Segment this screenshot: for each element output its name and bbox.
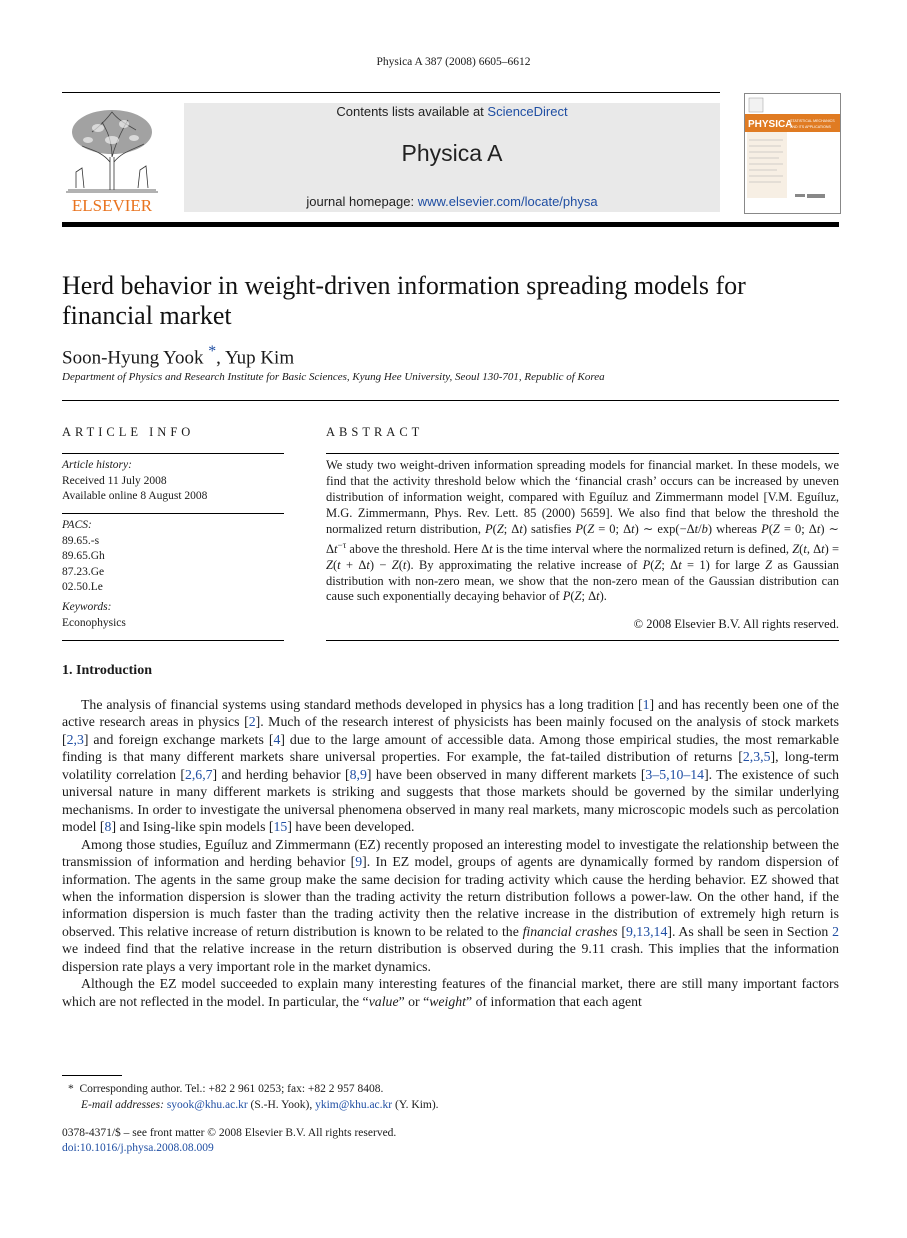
abstract-rule: [326, 453, 839, 454]
history-label: Article history:: [62, 459, 132, 471]
pacs-block: [62, 518, 105, 596]
email-1-owner: (S.-H. Yook),: [247, 1099, 316, 1111]
email-2-owner: (Y. Kim).: [392, 1099, 439, 1111]
intro-paragraph-3: Although the EZ model succeeded to explain many interesting features of the financial market, there are still many important factors which are not reflected in the model. In particular, the “value” or “weight” of information that each agent: [62, 976, 839, 1009]
footnote-star: *: [68, 1083, 74, 1095]
article-info-rule: [62, 640, 284, 641]
header-top-rule: [62, 92, 720, 93]
elsevier-tree-icon: [62, 102, 162, 214]
doi-line: [62, 1140, 214, 1156]
journal-cover-thumbnail[interactable]: [744, 93, 841, 214]
affiliation: Department of Physics and Research Institute for Basic Sciences, Kyung Hee University, Seoul 130-701, Republic of Korea: [62, 371, 605, 383]
header-thick-rule: [62, 222, 839, 227]
title-line-2: financial market: [62, 301, 232, 330]
affiliation-rule: [62, 400, 839, 401]
keywords-label: Keywords:: [62, 601, 112, 613]
email-link-kim[interactable]: ykim@khu.ac.kr: [315, 1099, 393, 1111]
cover-subtitle-2: AND ITS APPLICATIONS: [790, 125, 831, 129]
author-list: [62, 343, 294, 369]
homepage-link[interactable]: www.elsevier.com/locate/physa: [417, 194, 598, 209]
sciencedirect-link[interactable]: ScienceDirect: [487, 104, 568, 119]
author-2: Yup Kim: [224, 347, 295, 369]
footnote-rule: [62, 1075, 122, 1076]
article-info-rule: [62, 513, 284, 514]
article-title: [62, 271, 822, 331]
pacs-code: 87.23.Ge: [62, 565, 105, 578]
journal-cover-icon: [745, 94, 840, 213]
abstract-copyright: © 2008 Elsevier B.V. All rights reserved.: [633, 617, 839, 631]
contents-prefix: Contents lists available at: [336, 104, 488, 119]
title-line-1: Herd behavior in weight-driven information spreading models for: [62, 271, 746, 300]
journal-name: Physica A: [401, 140, 503, 166]
corresponding-author-footnote: [62, 1081, 383, 1097]
cover-title: PHYSICA: [748, 119, 793, 130]
intro-paragraph-1: The analysis of financial systems using standard methods developed in physics has a long tradition [1] and has recently been one of the active research areas in physics [2]. Much of the research interest of physicists has been mainly focused on the analysis of stock markets [2,3] and foreign exchange markets [4] due to the large amount of accessible data. Among those empirical studies, the most remarkable finding is that many different markets share universal properties. For example, the fat-tailed distribution of returns [2,3,5], long-term volatility correlation [2,6,7] and herding behavior [8,9] have been observed in many different markets [3–5,10–14]. The existence of such universal nature in many different markets is striking and suggests that those markets should be governed by the similar underlying mechanisms. In order to investigate the universal phenomena observed in many real markets, many microscopic models such as percolation model [8] and Ising-like spin models [15] have been developed.: [62, 697, 840, 835]
pacs-code: 02.50.Le: [62, 581, 103, 593]
email-link-yook[interactable]: syook@khu.ac.kr: [166, 1099, 248, 1111]
abstract-rule: [326, 640, 839, 641]
email-label: E-mail addresses:: [81, 1099, 164, 1111]
author-separator: ,: [216, 347, 225, 369]
email-footnote: [81, 1097, 439, 1113]
corresponding-text: Corresponding author. Tel.: +82 2 961 0253; fax: +82 2 957 8408.: [79, 1083, 384, 1095]
abstract-heading: ABSTRACT: [326, 425, 424, 439]
article-info-rule: [62, 453, 284, 454]
received-date: Received 11 July 2008: [62, 474, 167, 487]
keywords-block: [62, 600, 126, 631]
front-matter-line: 0378-4371/$ – see front matter © 2008 Elsevier B.V. All rights reserved.: [62, 1127, 397, 1139]
cover-subtitle-1: STATISTICAL MECHANICS: [790, 119, 835, 123]
journal-homepage-line: [184, 194, 720, 209]
homepage-prefix: journal homepage:: [306, 194, 418, 209]
journal-citation: Physica A 387 (2008) 6605–6612: [376, 56, 531, 68]
corresponding-author-marker[interactable]: *: [208, 343, 217, 360]
elsevier-logo[interactable]: [62, 102, 162, 214]
abstract-text: We study two weight-driven information spreading models for financial market. In these models, we find that the activity threshold below which the ‘financial crash’ occurs can be increased by uneven distribution of information weight, compared with Eguíluz and Zimmermann model [V.M. Eguíluz, M.G. Zimmermann, Phys. Rev. Lett. 85 (2000) 5659]. We also find that below the threshold the normalized return distribution, P(Z; Δt) satisfies P(Z = 0; Δt) ∼ exp(−Δt/b) whereas P(Z = 0; Δt) ∼ $\Delta t^{-\tau}$ above the threshold. Here Δt is the time interval where the normalized return is defined, Z(t, Δt) = Z(t + Δt) − Z(t). By approximating the relative increase of P(Z; Δt = 1) for large Z as Gaussian distribution with non-zero mean, we show that the non-zero mean of the Gaussian distribution can cause such exponentially decaying behavior of P(Z; Δt).: [326, 458, 840, 604]
article-info-heading: ARTICLE INFO: [62, 425, 195, 439]
introduction-body: [62, 696, 839, 1010]
pacs-code: 89.65.Gh: [62, 550, 105, 562]
section-heading: 1. Introduction: [62, 663, 152, 678]
intro-paragraph-2: Among those studies, Eguíluz and Zimmermann (EZ) recently proposed an interesting model to investigate the relationship between the transmission of information and herding behavior [9]. In EZ model, groups of agents are dynamically formed by random dispersion of information. The agents in the same group make the same decision for trading activity which cause the herding behavior. EZ showed that when the information dispersion is slower than the trading activity the return distribution follows a power-law. On the other hand, if the information dispersion is much faster than the trading activity then the relative increase in the distribution of extremely high return is observed. This relative increase of return distribution is known to be related to the financial crashes [9,13,14]. As shall be seen in Section 2 we indeed find that the relative increase in the return distribution is observed during the 9.11 crash. This implies that the information dispersion rate plays a very important role in the market dynamics.: [62, 836, 839, 974]
author-1: Soon-Hyung Yook: [62, 347, 204, 369]
online-date: Available online 8 August 2008: [62, 490, 208, 502]
pacs-label: PACS:: [62, 519, 92, 531]
doi-link[interactable]: doi:10.1016/j.physa.2008.08.009: [62, 1142, 214, 1154]
contents-available-line: [184, 104, 720, 119]
keyword: Econophysics: [62, 616, 126, 629]
article-history: [62, 458, 207, 505]
pacs-code: 89.65.-s: [62, 534, 100, 547]
elsevier-wordmark: ELSEVIER: [71, 196, 153, 214]
